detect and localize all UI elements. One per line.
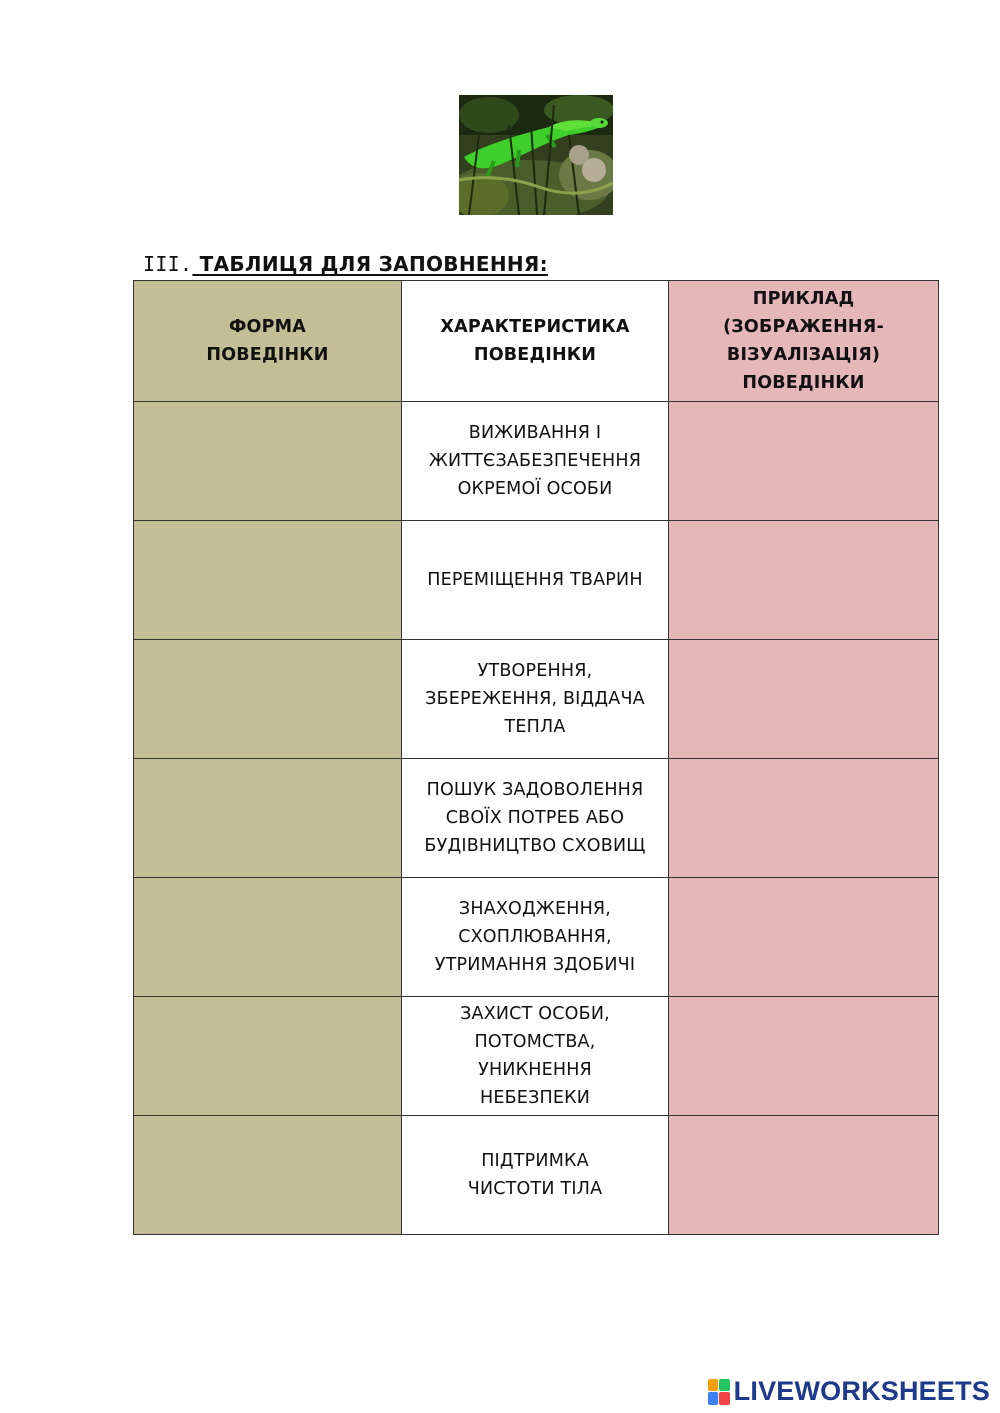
characteristic-line: ЗНАХОДЖЕННЯ,	[458, 899, 612, 919]
example-input-cell[interactable]	[669, 997, 939, 1116]
characteristic-line: ЗБЕРЕЖЕННЯ, ВІДДАЧА	[425, 689, 645, 709]
characteristic-cell	[402, 878, 669, 997]
header-example	[669, 281, 939, 402]
characteristic-cell	[402, 640, 669, 759]
characteristic-line: ОКРЕМОЇ ОСОБИ	[457, 479, 613, 499]
characteristic-cell	[402, 1116, 669, 1235]
characteristic-line: БУДІВНИЦТВО СХОВИЩ	[424, 836, 646, 856]
characteristic-line: ЗАХИСТ ОСОБИ,	[460, 1004, 610, 1024]
characteristic-line: НЕБЕЗПЕКИ	[479, 1088, 591, 1108]
example-input-cell[interactable]	[669, 521, 939, 640]
table-row	[134, 640, 939, 759]
table-header-row	[134, 281, 939, 402]
lizard-photo-graphic	[459, 95, 613, 215]
header-form-line: ПОВЕДІНКИ	[206, 345, 329, 365]
characteristic-line: УТРИМАННЯ ЗДОБИЧІ	[434, 955, 636, 975]
form-input-cell[interactable]	[134, 759, 402, 878]
example-input-cell[interactable]	[669, 878, 939, 997]
lizard-photo	[459, 95, 613, 215]
characteristic-cell	[402, 402, 669, 521]
header-characteristic-line: ПОВЕДІНКИ	[473, 345, 597, 365]
header-example-line: ВІЗУАЛІЗАЦІЯ)	[726, 345, 881, 365]
form-input-cell[interactable]	[134, 1116, 402, 1235]
table-row	[134, 402, 939, 521]
characteristic-line: ЖИТТЄЗАБЕЗПЕЧЕННЯ	[428, 451, 642, 471]
header-form-line: ФОРМА	[228, 317, 306, 337]
header-form	[134, 281, 402, 402]
characteristic-cell	[402, 997, 669, 1116]
header-example-line: ПРИКЛАД	[752, 289, 855, 309]
behavior-table	[133, 280, 939, 1235]
characteristic-line: ТЕПЛА	[504, 717, 566, 737]
table-row	[134, 759, 939, 878]
header-characteristic	[402, 281, 669, 402]
example-input-cell[interactable]	[669, 402, 939, 521]
form-input-cell[interactable]	[134, 521, 402, 640]
form-input-cell[interactable]	[134, 997, 402, 1116]
example-input-cell[interactable]	[669, 640, 939, 759]
section-number: III.	[143, 252, 193, 276]
header-characteristic-line: ХАРАКТЕРИСТИКА	[440, 317, 630, 337]
characteristic-line: ПОТОМСТВА,	[474, 1032, 596, 1052]
section-heading	[143, 252, 548, 276]
form-input-cell[interactable]	[134, 878, 402, 997]
characteristic-line: ПІДТРИМКА	[481, 1151, 589, 1171]
example-input-cell[interactable]	[669, 1116, 939, 1235]
header-example-line: ПОВЕДІНКИ	[742, 373, 865, 393]
liveworksheets-logo-icon	[708, 1379, 730, 1405]
section-title: ТАБЛИЦЯ ДЛЯ ЗАПОВНЕННЯ:	[192, 252, 548, 276]
characteristic-line: УТВОРЕННЯ,	[477, 661, 593, 681]
table-row	[134, 878, 939, 997]
characteristic-line: ПЕРЕМІЩЕННЯ ТВАРИН	[427, 570, 643, 590]
table-row	[134, 1116, 939, 1235]
table-row	[134, 997, 939, 1116]
example-input-cell[interactable]	[669, 759, 939, 878]
characteristic-line: ЧИСТОТИ ТІЛА	[467, 1179, 603, 1199]
characteristic-line: ПОШУК ЗАДОВОЛЕННЯ	[426, 780, 644, 800]
characteristic-line: СВОЇХ ПОТРЕБ АБО	[445, 808, 625, 828]
header-example-line: (ЗОБРАЖЕННЯ-	[723, 317, 884, 337]
characteristic-line: СХОПЛЮВАННЯ,	[458, 927, 612, 947]
characteristic-cell	[402, 521, 669, 640]
table-row	[134, 521, 939, 640]
brand-name: LIVEWORKSHEETS	[733, 1376, 990, 1406]
characteristic-cell	[402, 759, 669, 878]
form-input-cell[interactable]	[134, 402, 402, 521]
form-input-cell[interactable]	[134, 640, 402, 759]
liveworksheets-brand	[708, 1376, 990, 1407]
characteristic-line: ВИЖИВАННЯ І	[468, 423, 602, 443]
characteristic-line: УНИКНЕННЯ	[478, 1060, 592, 1080]
